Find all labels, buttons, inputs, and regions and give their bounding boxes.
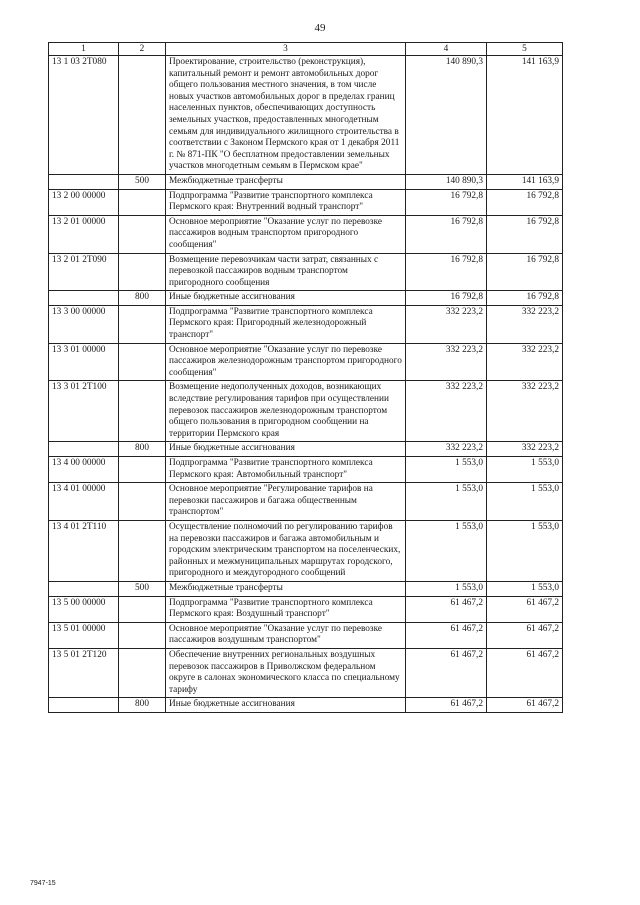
item-name-cell: Иные бюджетные ассигнования <box>166 442 406 457</box>
expense-type-cell <box>119 343 166 381</box>
target-article-code-cell <box>49 581 119 596</box>
amount-year1-cell: 16 792,8 <box>406 253 487 291</box>
item-name-cell: Иные бюджетные ассигнования <box>166 291 406 306</box>
expense-type-cell <box>119 457 166 483</box>
column-header: 1 <box>49 43 119 56</box>
amount-year1-cell: 1 553,0 <box>406 483 487 521</box>
target-article-code-cell: 13 5 00 00000 <box>49 596 119 622</box>
table-row <box>49 343 563 381</box>
expense-type-cell <box>119 215 166 253</box>
target-article-code-cell: 13 2 01 00000 <box>49 215 119 253</box>
amount-year2-cell: 61 467,2 <box>487 622 563 648</box>
amount-year1-cell: 332 223,2 <box>406 343 487 381</box>
amount-year2-cell: 61 467,2 <box>487 596 563 622</box>
footer-code: 7947-15 <box>30 880 56 887</box>
amount-year1-cell: 16 792,8 <box>406 291 487 306</box>
item-name-cell: Основное мероприятие "Оказание услуг по перевозке пассажиров воздушным транспортом" <box>166 622 406 648</box>
item-name-cell: Возмещение недополученных доходов, возникающих вследствие регулирования тарифов при осуществлении перевозок пассажиров железнодорожным транспортом общего пользования в пригородном сообщении на территории Пермского края <box>166 381 406 442</box>
item-name-cell: Подпрограмма "Развитие транспортного комплекса Пермского края: Пригородный железнодорожный транспорт" <box>166 305 406 343</box>
item-name-cell: Подпрограмма "Развитие транспортного комплекса Пермского края: Внутренний водный транспорт" <box>166 189 406 215</box>
amount-year2-cell: 61 467,2 <box>487 648 563 697</box>
target-article-code-cell: 13 5 01 00000 <box>49 622 119 648</box>
amount-year2-cell: 332 223,2 <box>487 381 563 442</box>
item-name-cell: Основное мероприятие "Оказание услуг по перевозке пассажиров водным транспортом пригородного сообщения" <box>166 215 406 253</box>
amount-year1-cell: 1 553,0 <box>406 520 487 581</box>
table-row <box>49 596 563 622</box>
table-row <box>49 215 563 253</box>
expense-type-cell: 500 <box>119 581 166 596</box>
amount-year1-cell: 61 467,2 <box>406 648 487 697</box>
item-name-cell: Возмещение перевозчикам части затрат, связанных с перевозкой пассажиров водным транспортом пригородного сообщения <box>166 253 406 291</box>
column-header: 5 <box>487 43 563 56</box>
table-header-row <box>49 43 563 56</box>
expense-type-cell <box>119 596 166 622</box>
item-name-cell: Основное мероприятие "Оказание услуг по перевозке пассажиров железнодорожным транспортом пригородного сообщения" <box>166 343 406 381</box>
expense-type-cell: 800 <box>119 442 166 457</box>
amount-year2-cell: 1 553,0 <box>487 457 563 483</box>
amount-year1-cell: 61 467,2 <box>406 622 487 648</box>
target-article-code-cell <box>49 442 119 457</box>
amount-year1-cell: 332 223,2 <box>406 305 487 343</box>
table-body <box>49 56 563 713</box>
item-name-cell: Межбюджетные трансферты <box>166 581 406 596</box>
target-article-code-cell: 13 3 00 00000 <box>49 305 119 343</box>
target-article-code-cell <box>49 698 119 713</box>
amount-year1-cell: 1 553,0 <box>406 457 487 483</box>
column-header: 2 <box>119 43 166 56</box>
item-name-cell: Осуществление полномочий по регулированию тарифов на перевозки пассажиров и багажа автомобильным и городским электрическим транспортом на поселенческих, районных и межмуниципальных маршрутах городского, пригородного и междугородного сообщений <box>166 520 406 581</box>
expense-type-cell: 800 <box>119 291 166 306</box>
target-article-code-cell: 13 2 01 2Т090 <box>49 253 119 291</box>
amount-year1-cell: 61 467,2 <box>406 596 487 622</box>
target-article-code-cell <box>49 291 119 306</box>
table-row <box>49 305 563 343</box>
table-row <box>49 483 563 521</box>
amount-year2-cell: 141 163,9 <box>487 56 563 175</box>
item-name-cell: Подпрограмма "Развитие транспортного комплекса Пермского края: Автомобильный транспорт" <box>166 457 406 483</box>
item-name-cell: Межбюджетные трансферты <box>166 174 406 189</box>
budget-table <box>48 42 563 713</box>
expense-type-cell <box>119 189 166 215</box>
item-name-cell: Иные бюджетные ассигнования <box>166 698 406 713</box>
expense-type-cell: 800 <box>119 698 166 713</box>
expense-type-cell <box>119 305 166 343</box>
amount-year2-cell: 16 792,8 <box>487 253 563 291</box>
target-article-code-cell: 13 3 01 00000 <box>49 343 119 381</box>
amount-year1-cell: 140 890,3 <box>406 56 487 175</box>
table-row <box>49 56 563 175</box>
amount-year1-cell: 332 223,2 <box>406 381 487 442</box>
expense-type-cell <box>119 622 166 648</box>
amount-year2-cell: 141 163,9 <box>487 174 563 189</box>
target-article-code-cell <box>49 174 119 189</box>
amount-year2-cell: 1 553,0 <box>487 581 563 596</box>
expense-type-cell <box>119 56 166 175</box>
amount-year2-cell: 332 223,2 <box>487 442 563 457</box>
table-row <box>49 253 563 291</box>
target-article-code-cell: 13 1 03 2Т080 <box>49 56 119 175</box>
table-row <box>49 291 563 306</box>
target-article-code-cell: 13 5 01 2Т120 <box>49 648 119 697</box>
item-name-cell: Проектирование, строительство (реконструкция), капитальный ремонт и ремонт автомобильных дорог общего пользования местного значения, в том числе новых участков автомобильных дорог в пределах границ населенных пунктов, обеспечивающих доступность земельных участков, предоставленных многодетным семьям для индивидуального жилищного строительства в соответствии с Законом Пермского края от 1 декабря 2011 г. № 871-ПК "О бесплатном предоставлении земельных участков многодетным семьям в Пермском крае" <box>166 56 406 175</box>
target-article-code-cell: 13 4 01 2Т110 <box>49 520 119 581</box>
table-row <box>49 698 563 713</box>
amount-year1-cell: 140 890,3 <box>406 174 487 189</box>
amount-year2-cell: 1 553,0 <box>487 520 563 581</box>
table-row <box>49 174 563 189</box>
table-row <box>49 581 563 596</box>
amount-year2-cell: 16 792,8 <box>487 215 563 253</box>
amount-year2-cell: 16 792,8 <box>487 189 563 215</box>
amount-year1-cell: 16 792,8 <box>406 215 487 253</box>
column-header: 4 <box>406 43 487 56</box>
amount-year1-cell: 61 467,2 <box>406 698 487 713</box>
target-article-code-cell: 13 4 01 00000 <box>49 483 119 521</box>
target-article-code-cell: 13 2 00 00000 <box>49 189 119 215</box>
table-row <box>49 457 563 483</box>
expense-type-cell <box>119 381 166 442</box>
table-row <box>49 381 563 442</box>
table-row <box>49 648 563 697</box>
amount-year1-cell: 16 792,8 <box>406 189 487 215</box>
table-row <box>49 520 563 581</box>
table-row <box>49 189 563 215</box>
expense-type-cell <box>119 520 166 581</box>
expense-type-cell: 500 <box>119 174 166 189</box>
table-row <box>49 442 563 457</box>
amount-year1-cell: 1 553,0 <box>406 581 487 596</box>
expense-type-cell <box>119 648 166 697</box>
item-name-cell: Подпрограмма "Развитие транспортного комплекса Пермского края: Воздушный транспорт" <box>166 596 406 622</box>
amount-year2-cell: 332 223,2 <box>487 305 563 343</box>
amount-year2-cell: 16 792,8 <box>487 291 563 306</box>
target-article-code-cell: 13 4 00 00000 <box>49 457 119 483</box>
expense-type-cell <box>119 253 166 291</box>
amount-year2-cell: 61 467,2 <box>487 698 563 713</box>
column-header: 3 <box>166 43 406 56</box>
item-name-cell: Обеспечение внутренних региональных воздушных перевозок пассажиров в Приволжском федеральном округе в салонах экономического класса по специальному тарифу <box>166 648 406 697</box>
amount-year2-cell: 332 223,2 <box>487 343 563 381</box>
expense-type-cell <box>119 483 166 521</box>
amount-year1-cell: 332 223,2 <box>406 442 487 457</box>
target-article-code-cell: 13 3 01 2Т100 <box>49 381 119 442</box>
item-name-cell: Основное мероприятие "Регулирование тарифов на перевозки пассажиров и багажа общественным транспортом" <box>166 483 406 521</box>
table-row <box>49 622 563 648</box>
amount-year2-cell: 1 553,0 <box>487 483 563 521</box>
page-number: 49 <box>314 22 326 34</box>
